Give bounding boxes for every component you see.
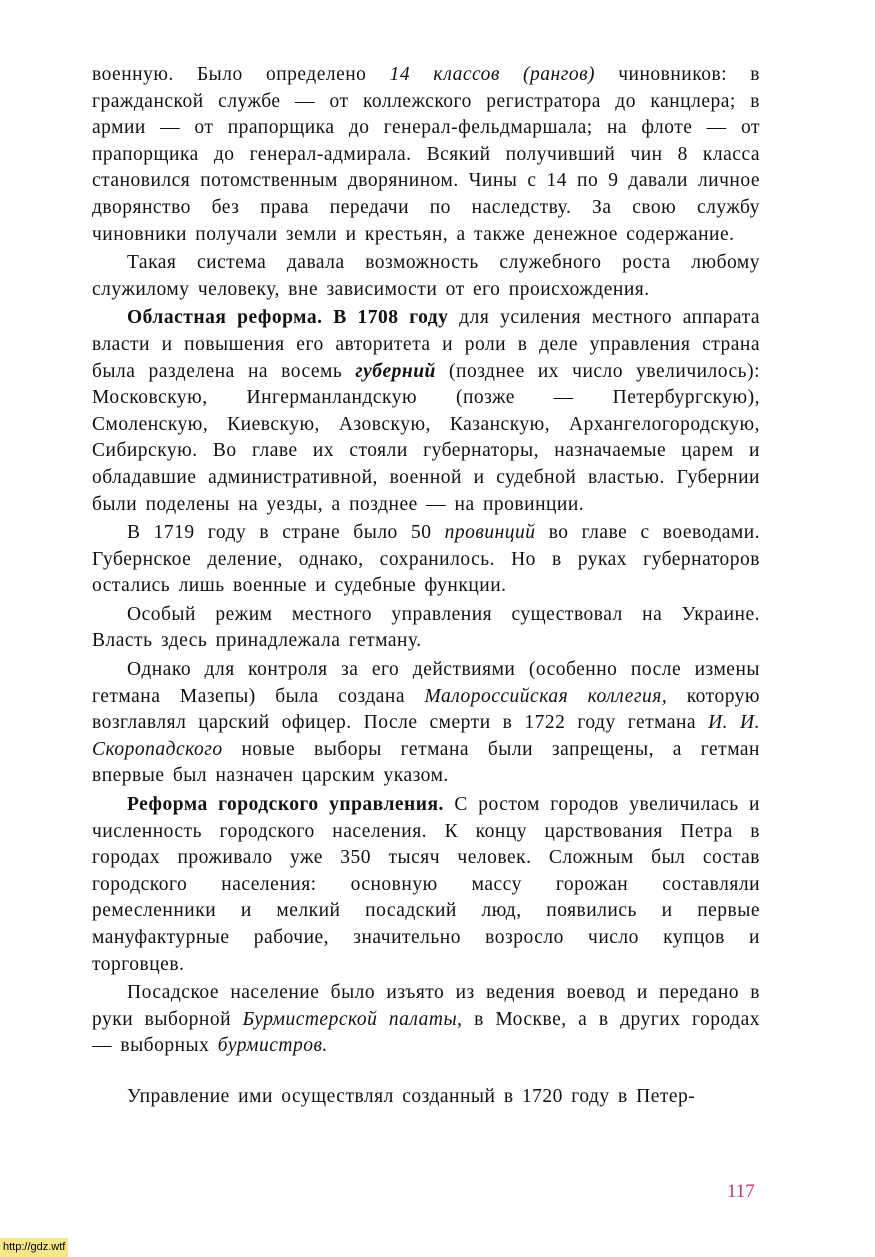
watermark-link[interactable]: http://gdz.wtf bbox=[0, 1238, 68, 1257]
section-heading-city-reform: Реформа городского управления. bbox=[127, 794, 444, 816]
term-provinces: провинций bbox=[444, 522, 536, 544]
paragraph-provinces: В 1719 году в стране было 50 провинций во главе с воеводами. Губернское деление, однако, сохранилось. Но в руках губернаторов остались лишь военные и судебные функции. bbox=[92, 522, 761, 597]
paragraph-career-growth: Такая система давала возможность служебного роста любому служилому человеку, вне зависимости от его происхождения. bbox=[92, 252, 760, 300]
section-heading-regional-reform: Областная реформа. В 1708 году bbox=[127, 307, 449, 329]
term-burmister-chamber: Бурмистерской палаты, bbox=[242, 1008, 463, 1030]
paragraph-city-reform: Реформа городского управления. С ростом городов увеличилась и численность городского населения. К концу царствования Петра в городах проживало уже 350 тысяч человек. Сложным был состав городского населения: основную массу горожан составляли ремесленники и мелкий посадский люд, появились и первые мануфактурные рабочие, значительно возросло число купцов и торговцев. bbox=[92, 794, 760, 975]
paragraph-regional-reform: Областная реформа. В 1708 году для усиления местного аппарата власти и повышения его авторитета и роли в деле управления страна была разделена на восемь губерний (позднее их число увеличилось): Московскую, Ингерманландскую (позже — Петербургскую), Смоленскую, Киевскую, Азовскую, Казанскую, Архангелогородскую, Сибирскую. Во главе их стояли губернаторы, назначаемые царем и обладавшие административной, военной и судебной властью. Губернии были поделены на уезды, а позднее — на провинции. bbox=[92, 307, 760, 515]
paragraph-posad: Посадское население было изъято из ведения воевод и передано в руки выборной Бурмистерской палаты, в Москве, а в других городах — выборных бурмистров. bbox=[92, 982, 760, 1057]
page-number: 117 bbox=[727, 1181, 755, 1202]
page-body bbox=[92, 62, 760, 1113]
term-collegium: Малороссийская коллегия, bbox=[424, 685, 668, 707]
name-skoropadsky: И. И. Скоропадского bbox=[92, 712, 760, 760]
paragraph-ranks: военную. Было определено 14 классов (рангов) чиновников: в гражданской службе — от коллежского регистратора до канцлера; в армии — от прапорщика до генерал-фельдмаршала; на флоте — от прапорщика до генерал-адмирала. Всякий получивший чин 8 класса становился потомственным дворянином. Чины с 14 по 9 давали личное дворянство без права передачи по наследству. За свою службу чиновники получали земли и крестьян, а также денежное содержание. bbox=[92, 64, 761, 245]
paragraph-administration: Управление ими осуществлял созданный в 1720 году в Петер- bbox=[127, 1085, 696, 1107]
term-gubernii: губерний bbox=[355, 360, 436, 382]
term-14-classes: 14 классов (рангов) bbox=[389, 64, 596, 85]
paragraph-ukraine: Особый режим местного управления существовал на Украине. Власть здесь принадлежала гетману. bbox=[92, 603, 760, 652]
paragraph-little-russian-collegium: Однако для контроля за его действиями (особенно после измены гетмана Мазепы) была создана Малороссийская коллегия, которую возглавлял царский офицер. После смерти в 1722 году гетмана И. И. Скоропадского новые выборы гетмана были запрещены, а гетман впервые был назначен царским указом. bbox=[92, 659, 760, 787]
term-burmistry: бурмистров. bbox=[217, 1035, 328, 1057]
